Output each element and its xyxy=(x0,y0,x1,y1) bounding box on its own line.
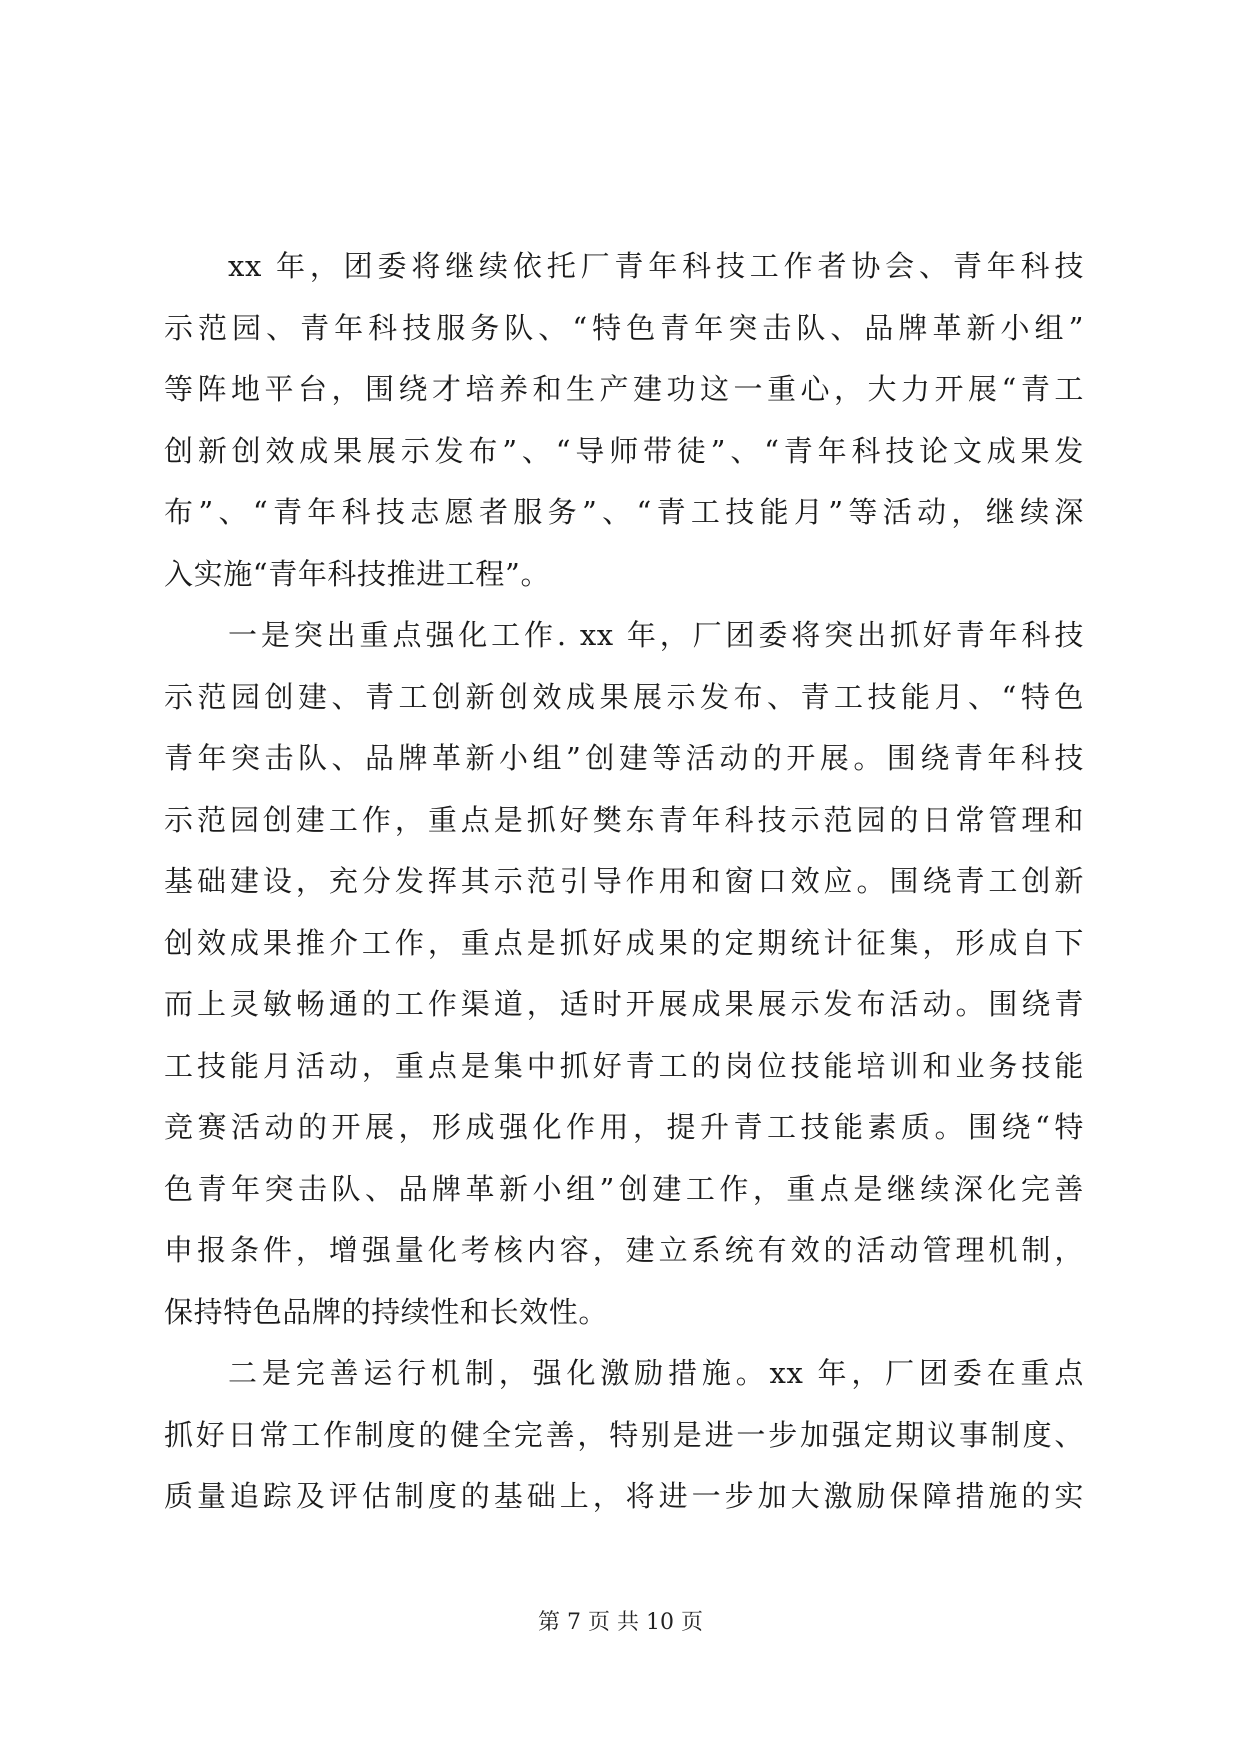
text-line: 质量追踪及评估制度的基础上，将进一步加大激励保障措施的实 xyxy=(164,1479,1084,1513)
text-line: 等阵地平台，围绕才培养和生产建功这一重心，大力开展“青工 xyxy=(164,372,1084,406)
text-line: 抓好日常工作制度的健全完善，特别是进一步加强定期议事制度、 xyxy=(164,1417,1084,1452)
body-text xyxy=(164,236,1084,1528)
text-line: 基础建设，充分发挥其示范引导作用和窗口效应。围绕青工创新 xyxy=(164,864,1084,898)
text-line: 工技能月活动，重点是集中抓好青工的岗位技能培训和业务技能 xyxy=(164,1048,1084,1083)
text-line: 二是完善运行机制，强化激励措施。xx 年，厂团委在重点 xyxy=(228,1356,1084,1390)
page-footer xyxy=(0,1608,1241,1638)
text-line: 创新创效成果展示发布”、“导师带徒”、“青年科技论文成果发 xyxy=(164,433,1084,468)
text-line: 而上灵敏畅通的工作渠道，适时开展成果展示发布活动。围绕青 xyxy=(164,987,1084,1021)
text-line: 色青年突击队、品牌革新小组”创建工作，重点是继续深化完善 xyxy=(164,1171,1084,1206)
text-line: 示范园创建工作，重点是抓好樊东青年科技示范园的日常管理和 xyxy=(164,802,1084,837)
text-line: 竞赛活动的开展，形成强化作用，提升青工技能素质。围绕“特 xyxy=(164,1110,1084,1144)
text-line: 青年突击队、品牌革新小组”创建等活动的开展。围绕青年科技 xyxy=(164,741,1084,775)
text-line: 示范园创建、青工创新创效成果展示发布、青工技能月、“特色 xyxy=(164,679,1084,714)
text-line: 保持特色品牌的持续性和长效性。 xyxy=(164,1294,609,1329)
text-line: xx 年，团委将继续依托厂青年科技工作者协会、青年科技 xyxy=(228,249,1084,283)
text-line: 示范园、青年科技服务队、“特色青年突击队、品牌革新小组” xyxy=(164,310,1084,345)
text-line: 布”、“青年科技志愿者服务”、“青工技能月”等活动，继续深 xyxy=(164,495,1084,529)
page-number-label: 第 7 页 共 10 页 xyxy=(538,1610,703,1635)
text-line: 创效成果推介工作，重点是抓好成果的定期统计征集，形成自下 xyxy=(164,925,1084,960)
text-line: 一是突出重点强化工作. xx 年，厂团委将突出抓好青年科技 xyxy=(228,618,1084,652)
text-line: 入实施“青年科技推进工程”。 xyxy=(164,556,551,591)
text-line: 申报条件，增强量化考核内容，建立系统有效的活动管理机制， xyxy=(164,1233,1084,1267)
